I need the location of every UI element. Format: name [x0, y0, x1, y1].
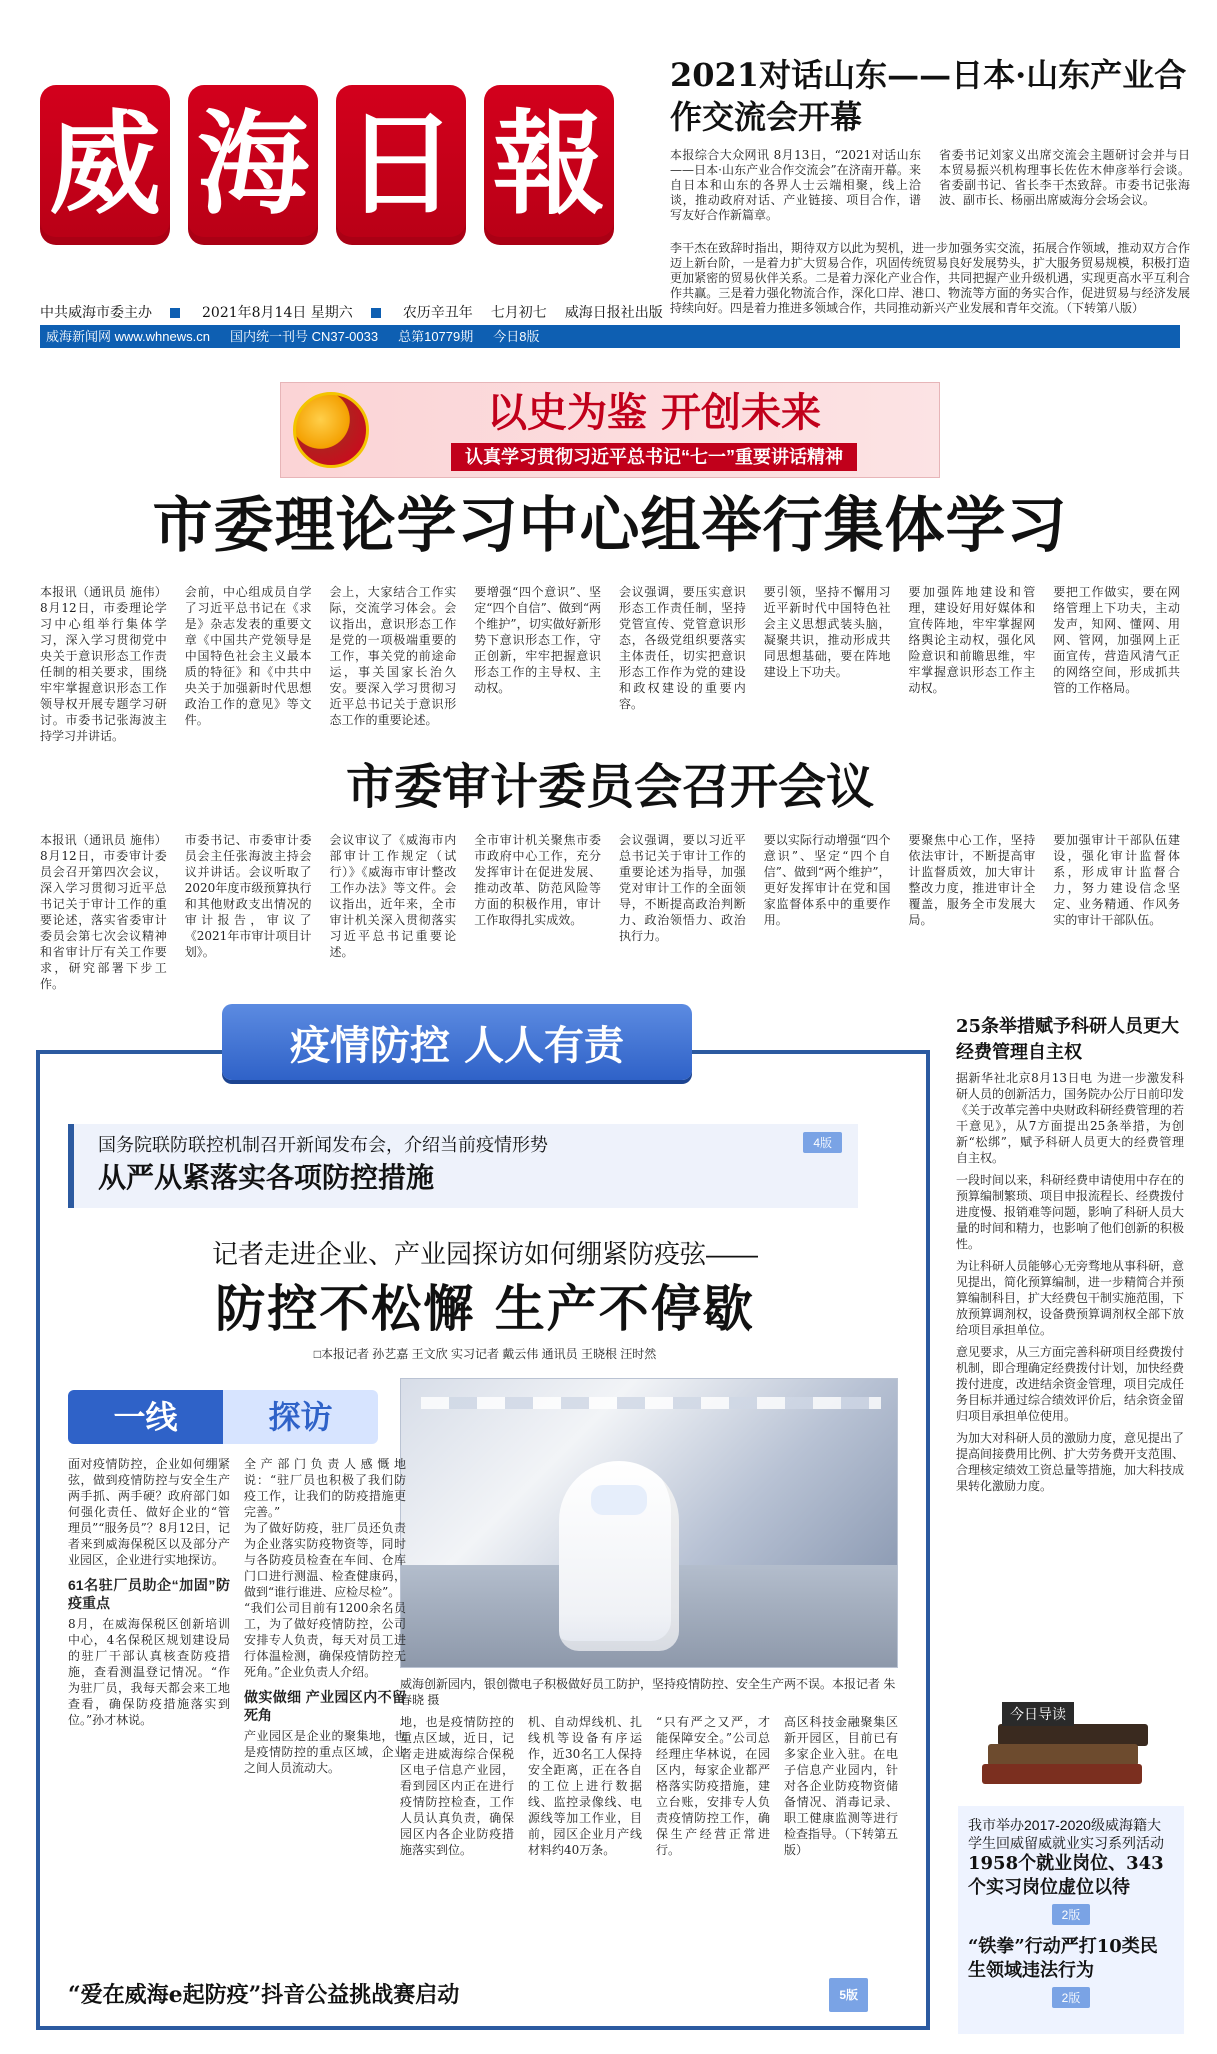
feature-paragraph: 机、自动焊线机、扎线机等设备有序运作，近30名工人保持安全距离，正在各自的工位上进行数据线、监控录像线、电源线等加工作业，目前，园区企业月产线材料约40万条。	[528, 1715, 642, 1857]
book-icon	[982, 1764, 1142, 1784]
article-paragraph: 要加强阵地建设和管理，建设好用好媒体和宣传阵地，牢牢掌握网络舆论主动权，强化风险意识和前瞻思维，牢牢掌握意识形态工作主动权。	[908, 585, 1036, 695]
page-chip[interactable]: 5版	[829, 1978, 868, 2012]
page-reference	[803, 1132, 842, 1153]
headline-audit-meeting[interactable]: 市委审计委员会召开会议	[345, 759, 874, 815]
right-news-paragraph: 据新华社北京8月13日电 为进一步激发科研人员的创新活力，国务院办公厅日前印发《关于改革完善中央财政科研经费管理的若干意见》，从7方面提出25条举措，为创新“松绑”，赋予科研人员更大的经费管理自主权。	[956, 1071, 1185, 1165]
column-label-right: 探访	[223, 1390, 378, 1444]
lunar-icon	[371, 304, 385, 323]
article-paragraph: 会议审议了《威海市内部审计工作规定（试行）》《威海市审计整改工作办法》等文件。会议指出，近年来，全市审计机关深入贯彻落实习近平总书记重要论述。	[329, 833, 457, 959]
guide-title[interactable]: 1958个就业岗位、343个实习岗位虚位以待	[968, 1853, 1164, 1898]
guide-title[interactable]: “铁拳”行动严打10类民生领域违法行为	[968, 1936, 1158, 1981]
feature-subhead: 61名驻厂员助企“加固”防疫重点	[68, 1577, 230, 1611]
article-paragraph: 要增强“四个意识”、坚定“四个自信”、做到“两个维护”，切实做好新形势下意识形态工作，守正创新，牢牢把握意识形态工作的主导权、主动权。	[474, 585, 601, 695]
feature-paragraph: 为了做好防疫，驻厂员还负责为企业落实防疫物资等，同时与各防疫员检查在车间、仓库门口进行测温、检查健康码，做到“谁行谁进、应检尽检”。	[244, 1521, 406, 1599]
feature-column-1	[68, 1456, 230, 2008]
epidemic-footer[interactable]	[68, 1980, 868, 2010]
top-right-paragraph: 本报综合大众网讯 8月13日，“2021对话山东——日本·山东产业合作交流会”在济南开幕。来自日本和山东的各界人士云端相聚，线上洽谈，推动政府对话、产业链接、项目合作，谱写友好合作新篇章。	[670, 148, 921, 222]
article-paragraph: 会议强调，要压实意识形态工作责任制，坚持党管宣传、党管意识形态，各级党组织要落实主体责任，切实把意识形态工作作为党的建设和政权建设的重要内容。	[619, 585, 746, 711]
top-right-title[interactable]: 2021对话山东——日本·山东产业合作交流会开幕	[670, 56, 1187, 136]
date-icon	[170, 304, 184, 323]
column-label-left: 一线	[68, 1390, 223, 1444]
epidemic-section-tab: 疫情防控 人人有责	[222, 1004, 692, 1080]
banner-subtitle: 认真学习贯彻习近平总书记“七一”重要讲话精神	[451, 443, 857, 471]
headline-collective-study[interactable]: 市委理论学习中心组举行集体学习	[152, 491, 1068, 561]
right-news-paragraph: 意见要求，从三方面完善科研项目经费拨付机制，即合理确定经费拨付计划，加快经费拨付进度，改进结余资金管理，项目完成任务目标并通过综合绩效评价后，结余资金留归项目承担单位使用。	[956, 1345, 1185, 1423]
feature-kicker: 记者走进企业、产业园探访如何绷紧防疫弦——	[211, 1239, 758, 1269]
article-paragraph: 全市审计机关聚焦市委市政府中心工作，充分发挥审计在促进发展、推动改革、防范风险等方面的积极作用，审计工作取得扎实成效。	[474, 833, 601, 927]
epidemic-lead-box[interactable]	[68, 1124, 858, 1208]
article-audit-meeting	[40, 832, 1180, 991]
top-right-headline	[670, 54, 1190, 138]
masthead-char-1: 威	[40, 85, 170, 245]
party-emblem-icon	[293, 392, 369, 468]
article-paragraph: 会前，中心组成员自学了习近平总书记在《求是》杂志发表的重要文章《中国共产党领导是中国特色社会主义最本质的特征》和《中共中央关于加强新时代思想政治工作的意见》等文件。	[184, 585, 312, 727]
masthead-char-3: 日	[336, 85, 466, 245]
ceiling-lights	[421, 1397, 881, 1409]
footer-headline[interactable]: “爱在威海e起防疫”抖音公益挑战赛启动	[68, 1982, 460, 2008]
feature-paragraph: 地，也是疫情防控的重点区域，近日，记者走进威海综合保税区电子信息产业园，看到园区内正在进行疫情防控检查，工作人员认真负责，确保园区内各企业防疫措施落实到位。	[400, 1715, 514, 1857]
lunar-year: 农历辛丑年	[402, 305, 473, 321]
banner-title: 以史为鉴 开创未来	[487, 389, 821, 436]
feature-paragraph: “只有严之又严，才能保障安全。”公司总经理庄华林说，在园区内，每家企业都严格落实防疫措施，建立台账，安排专人负责疫情防控工作，确保生产经营正常进行。	[656, 1715, 770, 1857]
feature-headline[interactable]: 防控不松懈 生产不停歇	[215, 1279, 755, 1338]
pages-today: 今日8版	[493, 329, 540, 344]
guide-item[interactable]	[968, 1935, 1174, 2008]
issn: 国内统一刊号 CN37-0033	[229, 329, 379, 344]
feature-subhead: 做实做细 产业园区内不留死角	[244, 1689, 406, 1723]
article-paragraph: 会议强调，要以习近平总书记关于审计工作的重要论述为指导，加强党对审计工作的全面领导，不断提高政治判断力、政治领悟力、政治执行力。	[619, 833, 746, 943]
factory-photo[interactable]	[400, 1378, 898, 1668]
page-chip[interactable]: 2版	[1052, 1904, 1091, 1925]
guide-item[interactable]	[968, 1816, 1174, 1925]
feature-column-2	[244, 1456, 406, 2008]
epidemic-lead-title[interactable]: 从严从紧落实各项防控措施	[98, 1161, 435, 1194]
article-paragraph: 会上，大家结合工作实际，交流学习体会。会议指出，意识形态工作是党的一项极端重要的工作，事关党的前途命运，事关国家长治久安。要深入学习贯彻习近平总书记关于意识形态工作的重要论述。	[329, 585, 457, 727]
feature-paragraph: 面对疫情防控，企业如何绷紧弦，做到疫情防控与安全生产两手抓、两手硬？政府部门如何强化责任、做好企业的“管理员”“服务员”？8月12日，记者来到威海保税区以及部分产业园区，企业进行实地探访。	[68, 1457, 230, 1567]
website[interactable]: 威海新闻网 www.whnews.cn	[46, 329, 210, 344]
book-icon	[998, 1724, 1148, 1746]
books-illustration	[982, 1682, 1152, 1792]
today-guide-label: 今日导读	[1002, 1702, 1074, 1726]
feature-bottom-columns	[400, 1714, 898, 2008]
page-chip[interactable]: 4版	[803, 1132, 842, 1153]
article-paragraph: 要聚焦中心工作，坚持依法审计，不断提高审计监督质效，加大审计整改力度，推进审计全覆盖，服务全市发展大局。	[908, 833, 1036, 927]
publisher-house: 威海日报社出版	[564, 305, 663, 321]
issue-date: 2021年8月14日 星期六	[202, 305, 353, 321]
right-news-paragraph: 一段时间以来，科研经费申请使用中存在的预算编制繁琐、项目申报流程长、经费拨付进度慢、报销难等问题，影响了科研人员大量的时间和精力，也影响了他们创新的积极性。	[956, 1173, 1185, 1251]
article-paragraph: 要加强审计干部队伍建设，强化审计监督体系，形成审计监督合力，努力建设信念坚定、业务精通、作风务实的审计干部队伍。	[1053, 833, 1180, 927]
right-news-paragraph: 为加大对科研人员的激励力度，意见提出了提高间接费用比例、扩大劳务费开支范围、合理核定绩效工资总量等措施，加大科技成果转化激励力度。	[956, 1431, 1185, 1493]
right-news-paragraph: 为让科研人员能够心无旁骛地从事科研，意见提出，简化预算编制，进一步精简合并预算编制科目，扩大经费包干制实施范围，下放预算调剂权，设备费预算调剂权全部下放给项目承担单位。	[956, 1259, 1185, 1337]
feature-paragraph: 高区科技金融聚集区新开园区，目前已有多家企业入驻。在电子信息产业园内，针对各企业防疫物资储备情况、消毒记录、职工健康监测等进行检查指导。（下转第五版）	[784, 1715, 899, 1857]
lunar-date: 七月初七	[490, 305, 547, 321]
book-icon	[988, 1744, 1138, 1766]
right-news-headline[interactable]: 25条举措赋予科研人员更大经费管理自主权	[956, 1016, 1180, 1063]
article-paragraph: 要以实际行动增强“四个意识”、坚定“四个自信”、做到“两个维护”，更好发挥审计在党和国家监督体系中的重要作用。	[763, 833, 891, 927]
page-chip[interactable]: 2版	[1052, 1987, 1091, 2008]
column-label-frontline	[68, 1390, 378, 1444]
article-paragraph: 市委书记、市委审计委员会主任张海波主持会议并讲话。会议听取了2020年度市级预算执行和其他财政支出情况的审计报告，审议了《2021年市审计项目计划》。	[184, 833, 312, 959]
masthead-char-4: 報	[484, 85, 614, 245]
theme-banner	[280, 382, 940, 478]
mask-icon	[591, 1485, 647, 1515]
article-paragraph: 本报讯（通讯员 施伟）8月12日，市委理论学习中心组举行集体学习，深入学习贯彻党中央关于意识形态工作责任制的相关要求，围绕牢牢掌握意识形态工作领导权开展专题学习研讨。市委书记张海波主持学习并讲话。	[40, 585, 167, 743]
article-paragraph: 本报讯（通讯员 施伟）8月12日，市委审计委员会召开第四次会议，深入学习贯彻习近平总书记关于审计工作的重要论述，落实省委审计委员会第七次会议精神和省审计厅有关工作要求，研究部署下步工作。	[40, 833, 167, 991]
photo-caption: 威海创新园内，银创微电子积极做好员工防护，坚持疫情防控、安全生产两不误。本报记者 朱春晓 摄	[400, 1677, 896, 1707]
masthead-char-2: 海	[188, 85, 318, 245]
top-right-body	[670, 148, 1190, 315]
feature-paragraph: 8月，在威海保税区创新培训中心，4名保税区规划建设局的驻厂干部认真核查防疫措施，查看测温登记情况。“作为驻厂员，我每天都会来工地查看，确保防疫措施落实到位。”孙才林说。	[68, 1617, 230, 1727]
issue-number: 总第10779期	[398, 329, 474, 344]
article-collective-study	[40, 584, 1180, 743]
top-right-paragraph: 省委书记刘家义出席交流会主题研讨会并与日本贸易振兴机构理事长佐佐木伸彦举行会谈。省委副书记、省长李干杰致辞。市委书记张海波、副市长、杨丽出席威海分会场会议。	[939, 148, 1190, 207]
top-right-paragraph: 李干杰在致辞时指出，期待双方以此为契机，进一步加强务实交流，拓展合作领域，推动双方合作迈上新台阶，一是着力扩大贸易合作，巩固传统贸易良好发展势头，扩大服务贸易规模，积极打造更加紧密的贸易伙伴关系。二是着力深化产业合作，共同把握产业升级机遇，实现更高水平互利合作共赢。三是着力强化物流合作，深化口岸、港口、物流等方面的务实合作，促进贸易与经济发展持续向好。四是着力推进多领域合作，共同推动新兴产业发展和青年交流。（下转第八版）	[670, 241, 1190, 315]
publisher: 中共威海市委主办	[40, 305, 152, 321]
epidemic-lead-kicker: 国务院联防联控机制召开新闻发布会，介绍当前疫情形势	[98, 1135, 548, 1155]
feature-paragraph: 产业园区是企业的聚集地，也是疫情防控的重点区域，企业之间人员流动大。	[244, 1729, 406, 1775]
issue-info-bar	[40, 304, 1180, 342]
article-paragraph: 要引领，坚持不懈用习近平新时代中国特色社会主义思想武装头脑，凝聚共识，推动形成共同思想基础，要在阵地建设上下功夫。	[763, 585, 891, 679]
feature-paragraph: 全产部门负责人感慨地说：“驻厂员也积极了我们防疫工作，让我们的防疫措施更完善。”	[244, 1457, 406, 1519]
feature-byline: □本报记者 孙艺嘉 王文欣 实习记者 戴云伟 通讯员 王晓根 汪时然	[313, 1347, 657, 1361]
today-guide	[958, 1806, 1184, 2034]
feature-paragraph: “我们公司目前有1200余名员工，为了做好疫情防控，公司安排专人负责，每天对员工进行体温检测，确保疫情防控无死角。”企业负责人介绍。	[244, 1601, 406, 1679]
article-paragraph: 要把工作做实，要在网络管理上下功夫，主动发声，知网、懂网、用网、管网，加强网上正面宣传，营造风清气正的网络空间，形成抓共管的工作格局。	[1053, 585, 1180, 695]
masthead	[40, 60, 640, 270]
guide-kicker: 我市举办2017-2020级威海籍大学生回威留威就业实习系列活动	[968, 1817, 1164, 1851]
